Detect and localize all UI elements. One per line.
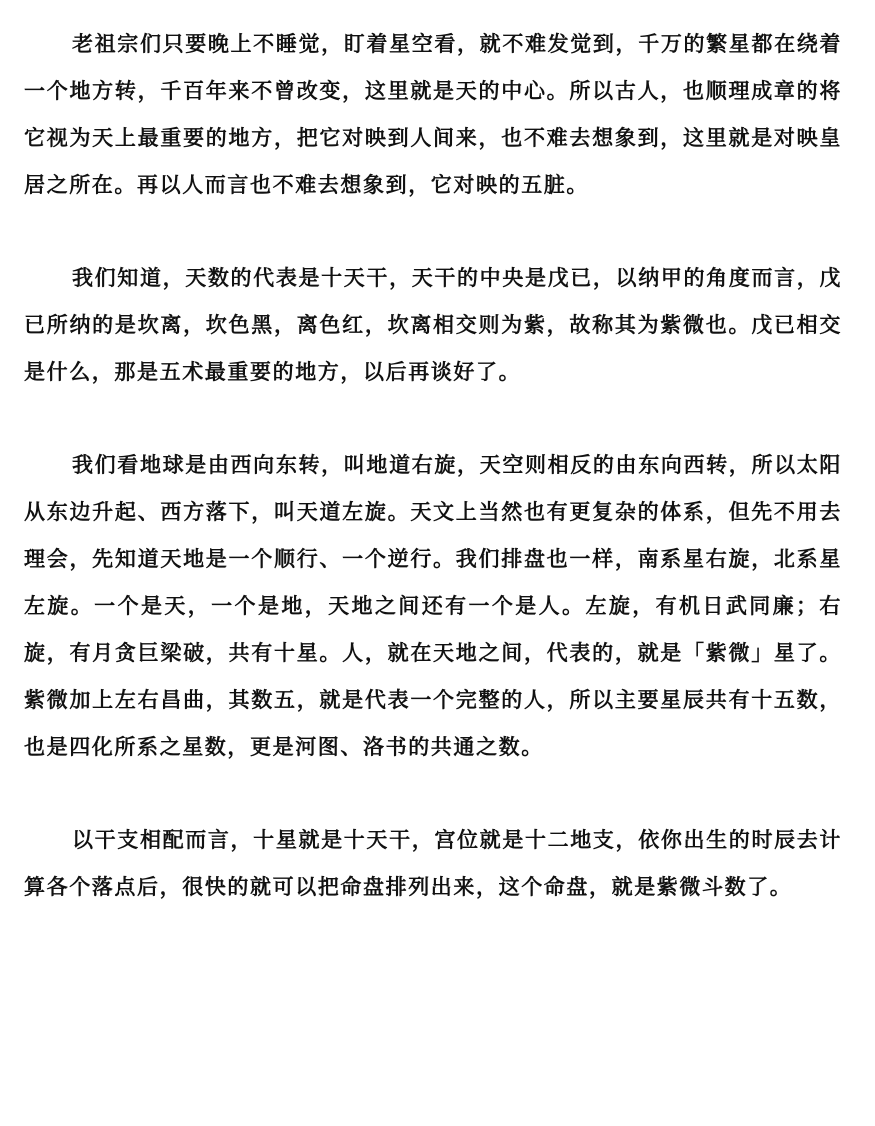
paragraph-1: 老祖宗们只要晚上不睡觉，盯着星空看，就不难发觉到，千万的繁星都在绕着一个地方转，千百年来不曾改变，这里就是天的中心。所以古人，也顺理成章的将它视为天上最重要的地方，把它对映到人间来，也不难去想象到，这里就是对映皇居之所在。再以人而言也不难去想象到，它对映的五脏。 [24, 31, 842, 197]
paragraph-3: 我们看地球是由西向东转，叫地道右旋，天空则相反的由东向西转，所以太阳从东边升起、西方落下，叫天道左旋。天文上当然也有更复杂的体系，但先不用去理会，先知道天地是一个顺行、一个逆行。我们排盘也一样，南系星右旋，北系星左旋。一个是天，一个是地，天地之间还有一个是人。左旋，有机日武同廉；右旋，有月贪巨梁破，共有十星。人，就在天地之间，代表的，就是「紫微」星了。紫微加上左右昌曲，其数五，就是代表一个完整的人，所以主要星辰共有十五数，也是四化所系之星数，更是河图、洛书的共通之数。 [24, 452, 842, 759]
document-page [24, 20, 842, 956]
paragraph-4: 以干支相配而言，十星就是十天干，宫位就是十二地支，依你出生的时辰去计算各个落点后，很快的就可以把命盘排列出来，这个命盘，就是紫微斗数了。 [24, 827, 842, 899]
paragraph-2: 我们知道，天数的代表是十天干，天干的中央是戊已，以纳甲的角度而言，戊已所纳的是坎离，坎色黑，离色红，坎离相交则为紫，故称其为紫微也。戊已相交是什么，那是五术最重要的地方，以后再谈好了。 [24, 265, 842, 384]
